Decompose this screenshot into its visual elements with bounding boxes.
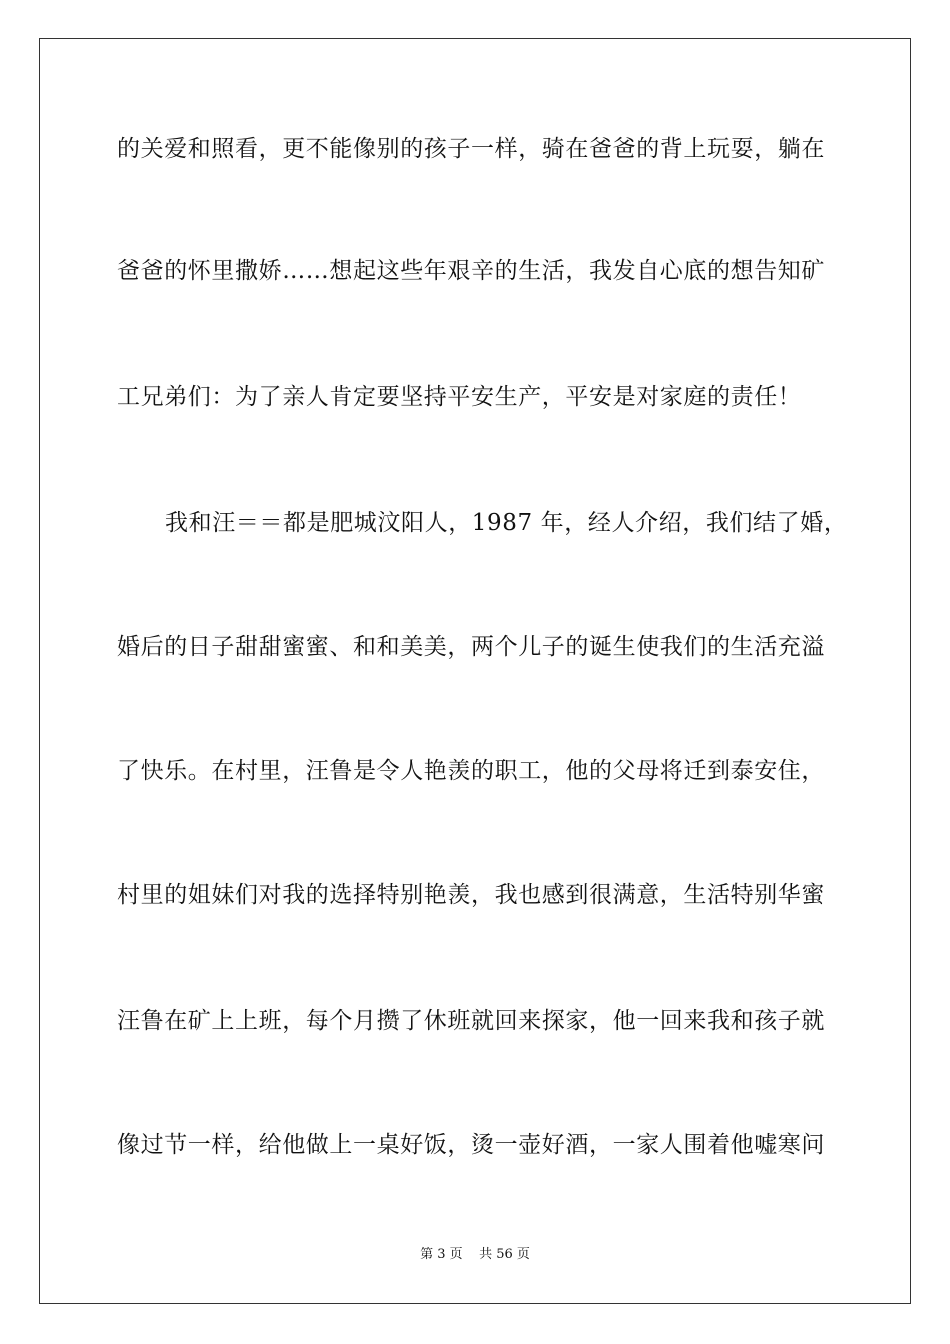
- paragraph-line-5: 婚后的日子甜甜蜜蜜、和和美美，两个儿子的诞生使我们的生活充溢: [117, 634, 825, 660]
- page-number-footer: 第 3 页 共 56 页: [420, 1247, 530, 1262]
- paragraph-line-2: 爸爸的怀里撒娇……想起这些年艰辛的生活，我发自心底的想告知矿: [117, 258, 825, 284]
- paragraph-line-8: 汪鲁在矿上上班，每个月攒了休班就回来探家，他一回来我和孩子就: [117, 1008, 825, 1034]
- paragraph-line-9: 像过节一样，给他做上一桌好饭，烫一壶好酒，一家人围着他嘘寒问: [117, 1132, 825, 1158]
- page-border: [39, 38, 911, 1304]
- paragraph-line-4: 我和汪＝＝都是肥城汶阳人，1987 年，经人介绍，我们结了婚，: [165, 510, 848, 536]
- paragraph-line-6: 了快乐。在村里，汪鲁是令人艳羡的职工，他的父母将迁到泰安住，: [117, 758, 825, 784]
- paragraph-line-7: 村里的姐妹们对我的选择特别艳羡，我也感到很满意，生活特别华蜜: [117, 882, 825, 908]
- paragraph-line-3: 工兄弟们：为了亲人肯定要坚持平安生产，平安是对家庭的责任！: [117, 384, 802, 410]
- paragraph-line-1: 的关爱和照看，更不能像别的孩子一样，骑在爸爸的背上玩耍，躺在: [117, 136, 825, 162]
